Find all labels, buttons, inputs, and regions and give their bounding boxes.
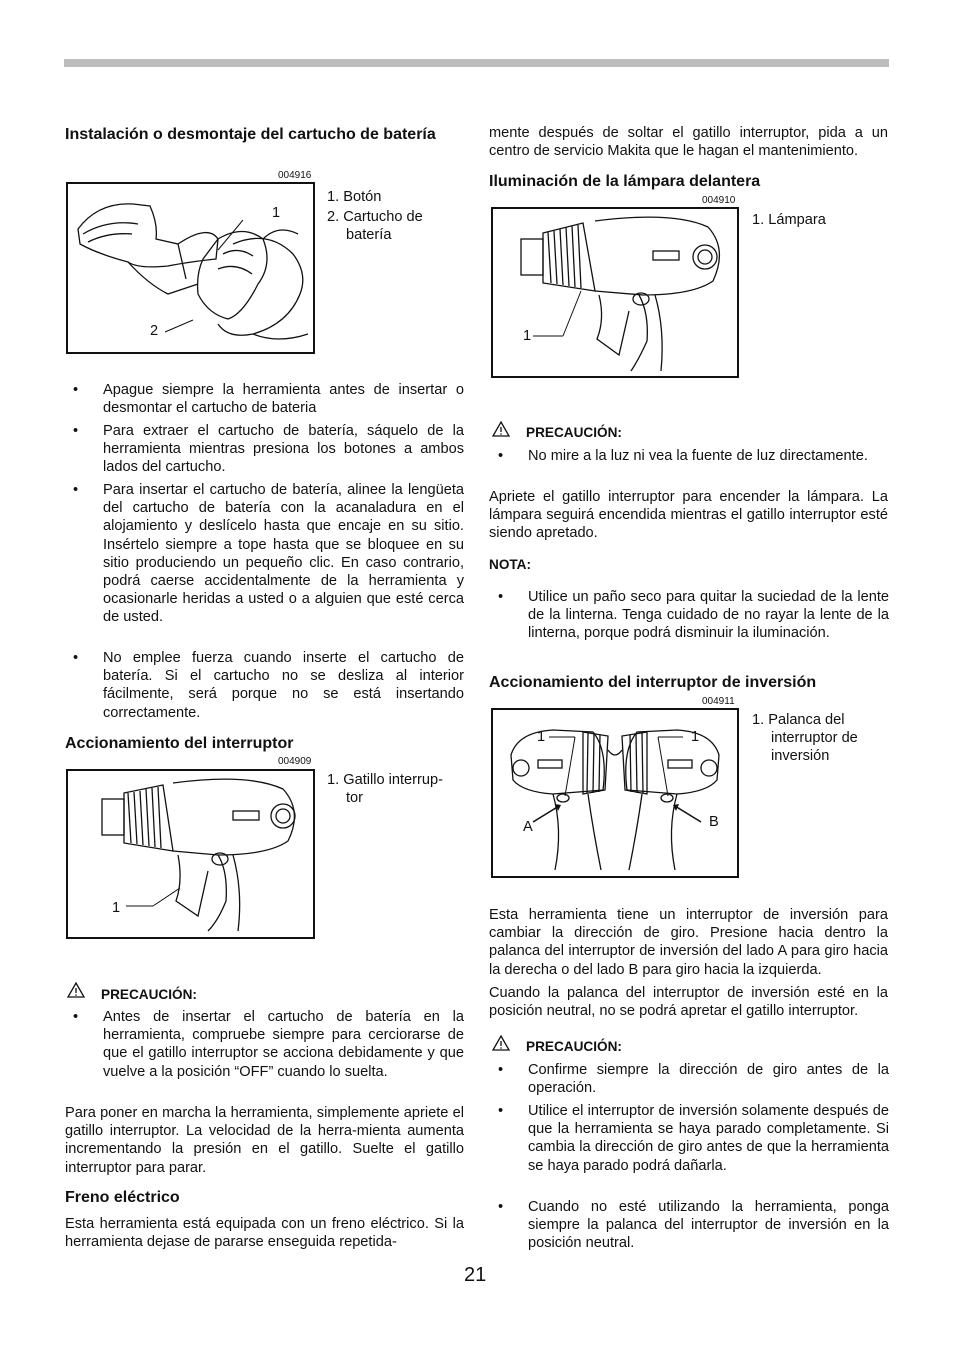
list-item: • Confirme siempre la dirección de giro antes de la operación. [498, 1062, 889, 1097]
list-item: • Antes de insertar el cartucho de batería en la herramienta, compruebe siempre para cerciorarse de que el gatillo interruptor se acciona debidamente y que vuelve a la posición “OFF” cuando lo suelta. [73, 1009, 464, 1080]
figure-switch-action [66, 769, 315, 939]
callout-1: 1 [523, 328, 532, 344]
list-item: • Utilice un paño seco para quitar la suciedad de la lente de la linterna. Tenga cuidado de no rayar la lente de la linterna, porque podrá disminuir la iluminación. [498, 589, 889, 642]
drill-lamp-illustration [493, 209, 737, 376]
figure-lamp [491, 207, 739, 378]
list-item: • Para insertar el cartucho de batería, alinee la lengüeta del cartucho de batería con la acanaladura en el alojamiento y deslícelo hasta que encaje en su sitio. Insértelo siempre a tope hasta que se bloquee en su sitio produciendo un pequeño clic. En caso contrario, podrá caerse accidentalmente de la herramienta y ocasionarle heridas a usted o a alguien que esté cerca de usted. [73, 482, 464, 626]
paragraph: Esta herramienta tiene un interruptor de inversión para cambiar la dirección de giro. Presione hacia dentro la palanca del interruptor de inversión del lado A para giro hacia la derecha o del lado B para giro hacia la izquierda. [489, 907, 888, 978]
list-item: • No emplee fuerza cuando inserte el cartucho de batería. Si el cartucho no se desliza al interior fácilmente, será porque no se está insertando correctamente. [73, 650, 464, 721]
caption-line: 1. Gatillo interrup- [327, 772, 443, 788]
caption-line: batería [346, 227, 392, 243]
paragraph: Para poner en marcha la herramienta, simplemente apriete el gatillo interruptor. La velocidad de la herra-mienta aumenta incrementando la presión en el gatillo. Suelte el gatillo interruptor para parar. [65, 1105, 464, 1176]
section-title-switch: Accionamiento del interruptor [65, 735, 294, 752]
drill-illustration [68, 771, 313, 937]
caution-label: PRECAUCIÓN: [101, 987, 197, 1002]
figure-code: 004909 [278, 756, 312, 767]
caption-line: 1. Lámpara [752, 212, 826, 228]
warning-icon [491, 1034, 511, 1052]
figure-code: 004916 [278, 170, 312, 181]
caption-line: 1. Palanca del [752, 712, 845, 728]
list-item: • Para extraer el cartucho de batería, sáquelo de la herramienta mientras presiona los botones a ambos lados del cartucho. [73, 423, 464, 476]
callout-1-right: 1 [691, 729, 700, 745]
caption-line: 1. Botón [327, 189, 382, 205]
paragraph: Cuando la palanca del interruptor de inversión esté en la posición neutral, no se podrá apretar el gatillo interruptor. [489, 985, 888, 1020]
warning-icon [66, 981, 86, 999]
callout-a: A [523, 819, 533, 835]
caption-line: 2. Cartucho de [327, 209, 423, 225]
callout-2: 2 [150, 323, 159, 339]
list-item: • Utilice el interruptor de inversión solamente después de que la herramienta se haya parado completamente. Si cambia la dirección de giro antes de que la herramienta se haya parado podrá dañarla. [498, 1103, 889, 1174]
caution-label: PRECAUCIÓN: [526, 1039, 622, 1054]
callout-1-left: 1 [537, 729, 546, 745]
figure-code: 004910 [702, 195, 736, 206]
warning-icon [491, 420, 511, 438]
caption-line: inversión [771, 748, 830, 764]
list-item: • Cuando no esté utilizando la herramienta, ponga siempre la palanca del interruptor de inversión en la posición neutral. [498, 1199, 889, 1252]
paragraph: Apriete el gatillo interruptor para encender la lámpara. La lámpara seguirá encendida mientras el gatillo interruptor esté siendo apretado. [489, 489, 888, 542]
figure-code: 004911 [702, 696, 735, 707]
callout-1: 1 [112, 900, 121, 916]
callout-b: B [709, 814, 719, 830]
note-label: NOTA: [489, 557, 532, 572]
section-title-brake: Freno eléctrico [65, 1189, 180, 1206]
paragraph: Esta herramienta está equipada con un freno eléctrico. Si la herramienta dejase de pararse enseguida repetida- [65, 1216, 464, 1251]
page-number: 21 [464, 1264, 487, 1286]
list-item: • No mire a la luz ni vea la fuente de luz directamente. [498, 448, 868, 464]
header-rule [64, 59, 889, 67]
caption-line: tor [346, 790, 364, 806]
list-item: • Apague siempre la herramienta antes de insertar o desmontar el cartucho de bateria [73, 382, 464, 417]
reverse-switch-illustration [493, 710, 737, 876]
figure-battery-removal [66, 182, 315, 354]
caution-label: PRECAUCIÓN: [526, 425, 622, 440]
section-title-lamp: Iluminación de la lámpara delantera [489, 173, 761, 190]
figure-reverse-switch [491, 708, 739, 878]
caption-line: interruptor de [771, 730, 858, 746]
section-title-reverse: Accionamiento del interruptor de inversión [489, 674, 817, 691]
callout-1: 1 [272, 205, 281, 221]
paragraph: mente después de soltar el gatillo interruptor, pida a un centro de servicio Makita que le hagan el mantenimiento. [489, 125, 888, 160]
section-title-battery: Instalación o desmontaje del cartucho de batería [65, 126, 436, 143]
